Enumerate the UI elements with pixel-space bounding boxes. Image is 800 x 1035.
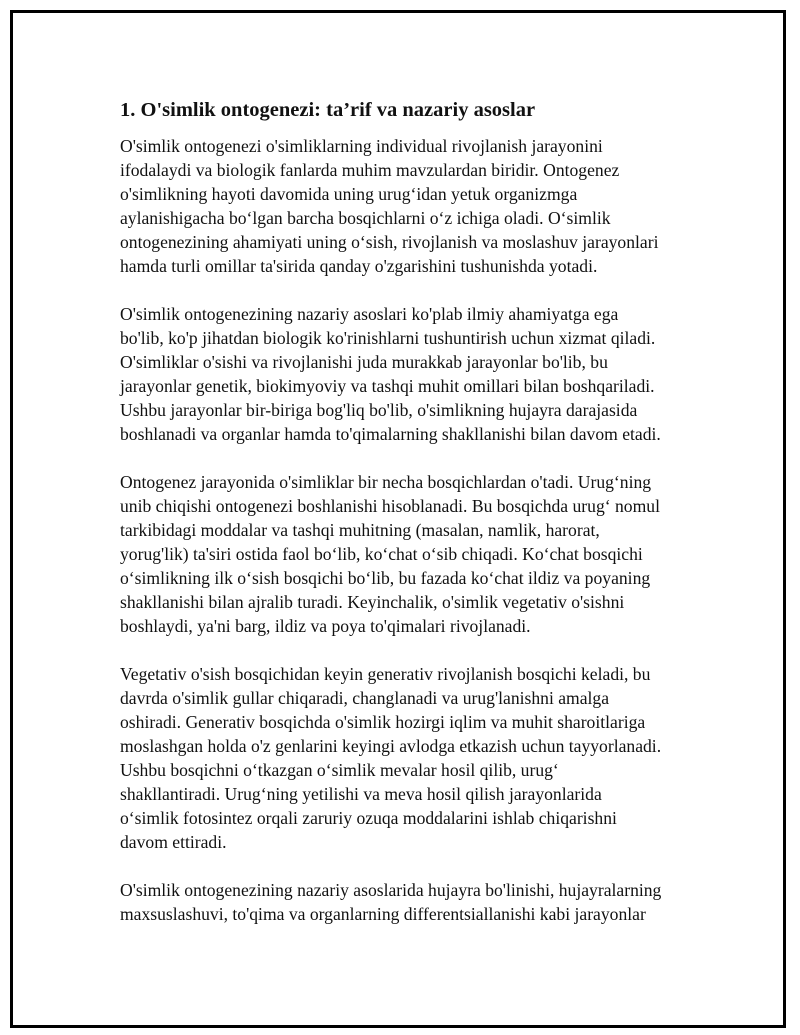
- text-line: ifodalaydi va biologik fanlarda muhim mavzulardan biridir. Ontogenez: [120, 160, 620, 180]
- page-frame: [10, 10, 786, 1028]
- paragraph-2: [120, 302, 710, 446]
- text-line: hamda turli omillar ta'sirida qanday o'zgarishini tushunishda yotadi.: [120, 256, 598, 276]
- text-line: O'simlik ontogenezi o'simliklarning individual rivojlanish jarayonini: [120, 136, 603, 156]
- text-line: Ushbu bosqichni oʻtkazgan oʻsimlik mevalar hosil qilib, urugʻ: [120, 760, 559, 780]
- text-line: o'simlikning hayoti davomida uning urugʻidan yetuk organizmga: [120, 184, 578, 204]
- paragraph-1: [120, 134, 710, 278]
- text-line: jarayonlar genetik, biokimyoviy va tashqi muhit omillari bilan boshqariladi.: [120, 376, 655, 396]
- text-line: boshlanadi va organlar hamda to'qimalarning shakllanishi bilan davom etadi.: [120, 424, 661, 444]
- text-line: maxsuslashuvi, to'qima va organlarning differentsiallanishi kabi jarayonlar: [120, 904, 646, 924]
- text-line: O'simlik ontogenezining nazariy asoslari ko'plab ilmiy ahamiyatga ega: [120, 304, 619, 324]
- text-line: yorug'lik) ta'siri ostida faol boʻlib, koʻchat oʻsib chiqadi. Koʻchat bosqichi: [120, 544, 643, 564]
- text-line: davom ettiradi.: [120, 832, 227, 852]
- text-line: oʻsimlik fotosintez orqali zaruriy ozuqa moddalarini ishlab chiqarishni: [120, 808, 617, 828]
- text-line: O'simlik ontogenezining nazariy asoslarida hujayra bo'linishi, hujayralarning: [120, 880, 662, 900]
- paragraph-5: [120, 878, 710, 926]
- text-line: shakllanishi bilan ajralib turadi. Keyinchalik, o'simlik vegetativ o'sishni: [120, 592, 625, 612]
- text-line: boshlaydi, ya'ni barg, ildiz va poya to'qimalari rivojlanadi.: [120, 616, 531, 636]
- text-line: ontogenezining ahamiyati uning oʻsish, rivojlanish va moslashuv jarayonlari: [120, 232, 659, 252]
- text-line: moslashgan holda o'z genlarini keyingi avlodga etkazish uchun tayyorlanadi.: [120, 736, 662, 756]
- text-line: oshiradi. Generativ bosqichda o'simlik hozirgi iqlim va muhit sharoitlariga: [120, 712, 646, 732]
- text-line: tarkibidagi moddalar va tashqi muhitning (masalan, namlik, harorat,: [120, 520, 600, 540]
- text-line: aylanishigacha boʻlgan barcha bosqichlarni oʻz ichiga oladi. Oʻsimlik: [120, 208, 611, 228]
- text-line: shakllantiradi. Urugʻning yetilishi va meva hosil qilish jarayonlarida: [120, 784, 602, 804]
- text-line: davrda o'simlik gullar chiqaradi, changlanadi va urug'lanishni amalga: [120, 688, 610, 708]
- text-line: oʻsimlikning ilk oʻsish bosqichi boʻlib, bu fazada koʻchat ildiz va poyaning: [120, 568, 651, 588]
- text-line: O'simliklar o'sishi va rivojlanishi juda murakkab jarayonlar bo'lib, bu: [120, 352, 608, 372]
- text-line: Ontogenez jarayonida o'simliklar bir necha bosqichlardan o'tadi. Urugʻning: [120, 472, 652, 492]
- text-line: Vegetativ o'sish bosqichidan keyin generativ rivojlanish bosqichi keladi, bu: [120, 664, 651, 684]
- text-line: unib chiqishi ontogenezi boshlanishi hisoblanadi. Bu bosqichda urugʻ nomul: [120, 496, 660, 516]
- page-title: 1. O'simlik ontogenezi: ta’rif va nazariy asoslar: [120, 99, 536, 121]
- text-line: bo'lib, ko'p jihatdan biologik ko'rinishlarni tushuntirish uchun xizmat qiladi.: [120, 328, 656, 348]
- paragraph-4: [120, 662, 710, 854]
- paragraph-3: [120, 470, 710, 638]
- document-body: [120, 97, 710, 950]
- text-line: Ushbu jarayonlar bir-biriga bog'liq bo'lib, o'simlikning hujayra darajasida: [120, 400, 638, 420]
